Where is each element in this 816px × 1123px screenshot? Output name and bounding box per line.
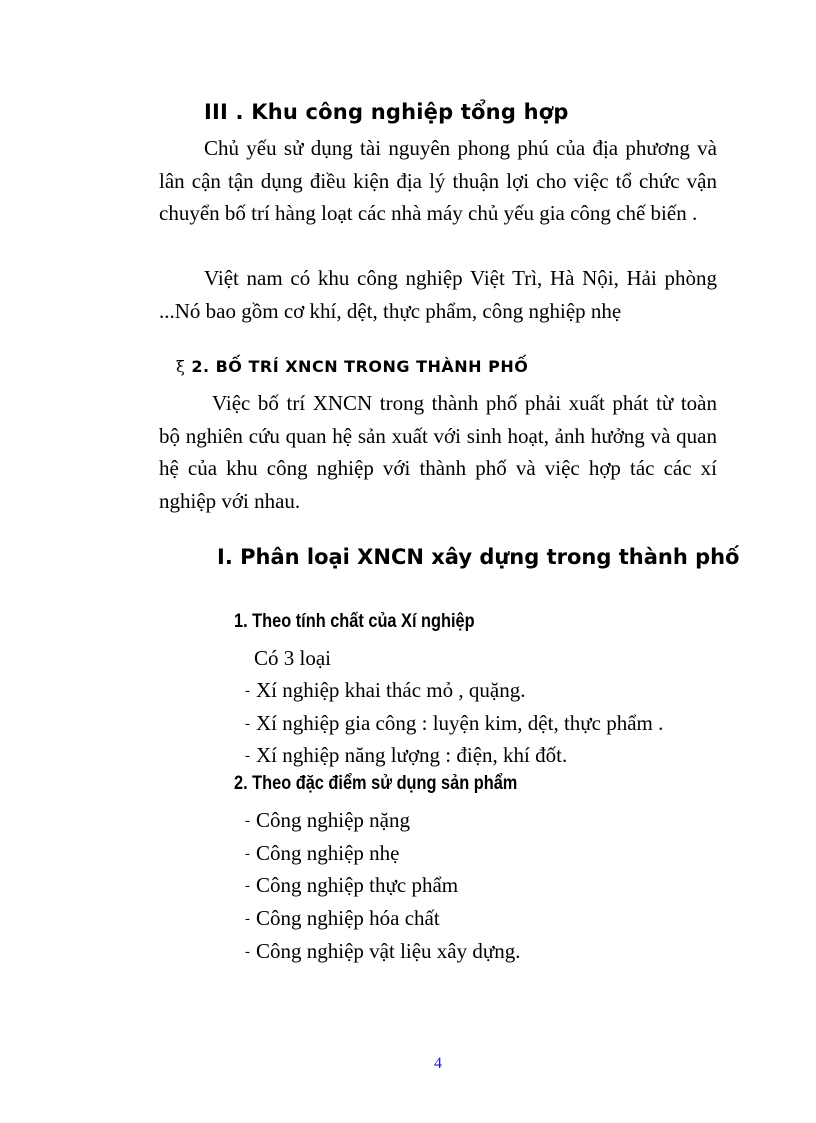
list-item-text: Công nghiệp nhẹ xyxy=(256,841,400,865)
list-item xyxy=(245,905,440,934)
list-item xyxy=(245,840,399,869)
section-heading-text: 2. BỐ TRÍ XNCN TRONG THÀNH PHỐ xyxy=(191,357,529,376)
list-dash: - xyxy=(245,944,250,960)
paragraph-vietnam-zones: Việt nam có khu công nghiệp Việt Trì, Hà Nội, Hải phòng ...Nó bao gồm cơ khí, dệt, thực phẩm, công nghiệp nhẹ xyxy=(159,266,717,323)
list-item xyxy=(245,742,567,771)
list-item xyxy=(245,807,410,836)
list-dash: - xyxy=(245,878,250,894)
list-dash: - xyxy=(245,813,250,829)
list-item-text: Công nghiệp thực phẩm xyxy=(256,873,459,897)
list-dash: - xyxy=(245,911,250,927)
list-item-text: Công nghiệp nặng xyxy=(256,808,410,832)
list-intro: Có 3 loại xyxy=(254,646,331,670)
list-item xyxy=(245,938,521,967)
list-dash: - xyxy=(245,716,250,732)
heading-classification: I. Phân loại XNCN xây dựng trong thành phố xyxy=(217,545,740,569)
list-dash: - xyxy=(245,683,250,699)
paragraph-layout-intro: Việc bố trí XNCN trong thành phố phải xuất phát từ toàn bộ nghiên cứu quan hệ sản xuất với sinh hoạt, ảnh hưởng và quan hệ của khu công nghiệp với thành phố và việc hợp tác các xí nghiệp với nhau. xyxy=(159,391,717,514)
list-item-text: Xí nghiệp khai thác mỏ , quặng. xyxy=(256,678,526,702)
list-item-text: Xí nghiệp năng lượng : điện, khí đốt. xyxy=(256,743,568,767)
list-item xyxy=(245,872,458,901)
list-item-text: Công nghiệp hóa chất xyxy=(256,906,440,930)
section-heading-layout-in-city xyxy=(176,357,528,376)
list-dash: - xyxy=(245,846,250,862)
list-item xyxy=(245,710,663,739)
page-number: 4 xyxy=(434,1055,442,1072)
subheading-by-product-use: 2. Theo đặc điểm sử dụng sản phẩm xyxy=(234,773,518,794)
section-symbol: ξ xyxy=(176,357,186,376)
paragraph-resources: Chủ yếu sử dụng tài nguyên phong phú của địa phương và lân cận tận dụng điều kiện địa lý thuận lợi cho việc tổ chức vận chuyển bố trí hàng loạt các nhà máy chủ yếu gia công chế biến . xyxy=(159,136,717,226)
list-item-text: Công nghiệp vật liệu xây dựng. xyxy=(256,939,521,963)
list-item xyxy=(245,677,525,706)
section-heading-industrial-complex: III . Khu công nghiệp tổng hợp xyxy=(204,100,569,124)
list-dash: - xyxy=(245,748,250,764)
subheading-by-nature: 1. Theo tính chất của Xí nghiệp xyxy=(234,611,475,632)
list-item-text: Xí nghiệp gia công : luyện kim, dệt, thực phẩm . xyxy=(256,711,664,735)
